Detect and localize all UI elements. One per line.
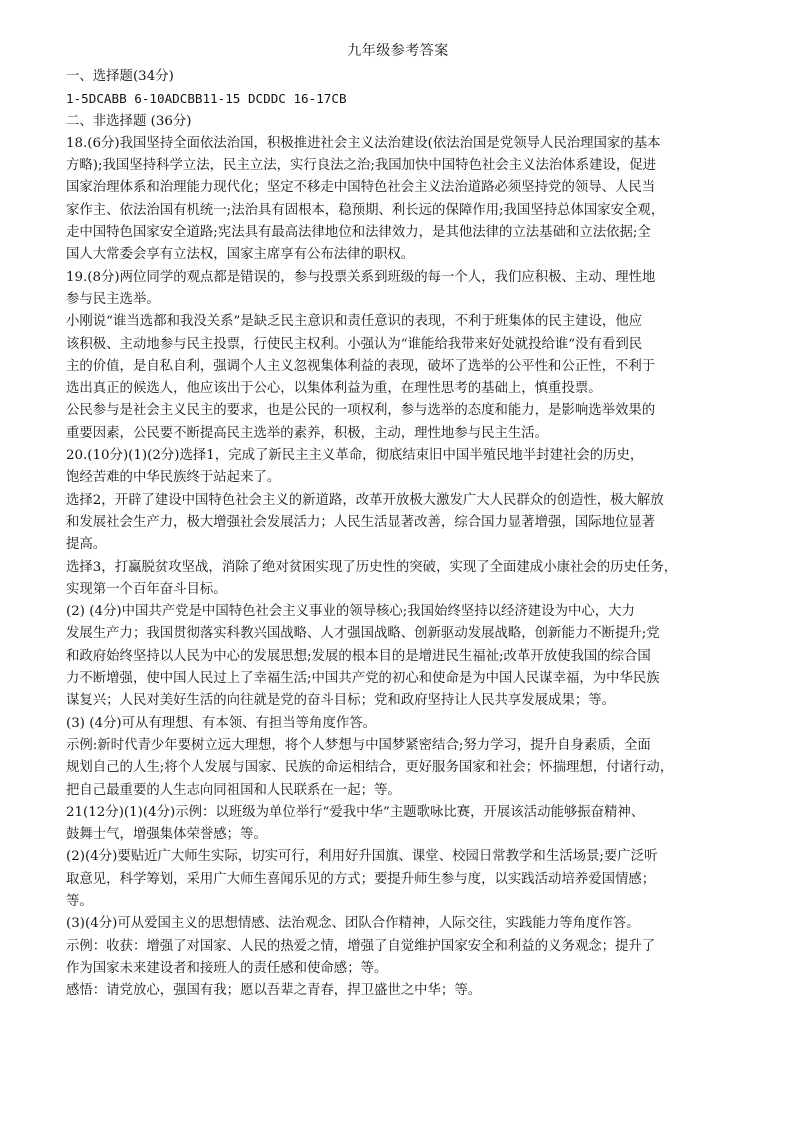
answer-line: 小刚说“谁当选都和我没关系”是缺乏民主意识和责任意识的表现，不利于班集体的民主建设，他应 [66, 314, 643, 330]
answer-line: 主的价值，是自私自利，强调个人主义忽视集体利益的表现，破坏了选举的公平性和公正性，不利于 [66, 358, 656, 374]
answer-line: 重要因素，公民要不断提高民主选举的素养，积极，主动，理性地参与民主生活。 [66, 425, 549, 441]
answer-line: 饱经苦难的中华民族终于站起来了。 [66, 470, 281, 486]
answer-line: 感悟：请党放心，强国有我；愿以吾辈之青春，捍卫盛世之中华；等。 [66, 983, 482, 999]
answer-line: 取意见，科学筹划，采用广大师生喜闻乐见的方式；要提升师生参与度，以实践活动培养爱国情感； [66, 871, 656, 887]
answer-line: (3)(4分)可从爱国主义的思想情感、法治观念、团队合作精神，人际交往，实践能力等角度作答。 [66, 916, 640, 932]
answer-body [66, 66, 730, 1002]
answer-line: (2)(4分)要贴近广大师生实际，切实可行，利用好升国旗、课堂、校园日常教学和生活场景;要广泛听 [66, 849, 658, 865]
answer-line: 国家治理体系和治理能力现代化；坚定不移走中国特色社会主义法治道路必须坚持党的领导、人民当 [66, 180, 656, 196]
answer-line: 谋复兴；人民对美好生活的向往就是党的奋斗目标；党和政府坚持让人民共享发展成果；等。 [66, 693, 616, 709]
answer-line: (2) (4分)中国共产党是中国特色社会主义事业的领导核心;我国始终坚持以经济建设为中心，大力 [66, 604, 635, 620]
answer-line: 力不断增强，使中国人民过上了幸福生活;中国共产党的初心和使命是为中国人民谋幸福，为中华民族 [66, 671, 660, 687]
answer-line: 该积极、主动地参与民主投票，行使民主权利。小强认为“谁能给我带来好处就投给谁“没有看到民 [66, 336, 643, 352]
answer-line: 示例：收获：增强了对国家、人民的热爱之情，增强了自觉维护国家安全和利益的义务观念；提升了 [66, 938, 656, 954]
answer-line: 家作主、依法治国有机统一;法治具有固根本，稳预期、利长远的保障作用;我国坚持总体国家安全观， [66, 202, 665, 218]
answer-line: 走中国特色国家安全道路;宪法具有最高法律地位和法律效力，是其他法律的立法基础和立法依据;全 [66, 225, 651, 241]
answer-line: 选择3，打赢脱贫攻坚战，消除了绝对贫困实现了历史性的突破，实现了全面建成小康社会的历史任务， [66, 559, 678, 575]
answer-line: 18.(6分)我国坚持全面依法治国，积极推进社会主义法治建设(依法治国是党领导人民治理国家的基本 [66, 135, 661, 151]
answer-line: (3) (4分)可从有理想、有本领、有担当等角度作答。 [66, 715, 377, 731]
page-title: 九年级参考答案 [347, 43, 449, 59]
answer-line: 选择2，开辟了建设中国特色社会主义的新道路，改革开放极大激发广大人民群众的创造性，极大解放 [66, 492, 664, 508]
answer-line: 作为国家未来建设者和接班人的责任感和使命感；等。 [66, 960, 388, 976]
answer-line: 19.(8分)两位同学的观点都是错误的，参与投票关系到班级的每一个人，我们应积极、主动、理性地 [66, 269, 656, 285]
answer-line: 鼓舞士气，增强集体荣誉感；等。 [66, 827, 267, 843]
answer-line: 选出真正的候选人，他应该出于公心，以集体利益为重，在理性思考的基础上，慎重投票。 [66, 381, 602, 397]
answer-line: 参与民主选举。 [66, 291, 160, 307]
answer-line: 发展生产力；我国贯彻落实科教兴国战略、人才强国战略、创新驱动发展战略，创新能力不断提升;党 [66, 626, 660, 642]
answer-line: 国人大常委会享有立法权，国家主席享有公布法律的职权。 [66, 247, 415, 263]
choice-answers: 1-5DCABB 6-10ADCBB11-15 DCDDC 16-17CB [66, 91, 347, 107]
answer-line: 和发展社会生产力，极大增强社会发展活力；人民生活显著改善，综合国力显著增强，国际地位显著 [66, 514, 656, 530]
section-heading-nonchoice: 二、非选择题 (36分) [66, 113, 192, 129]
answer-line: 实现第一个百年奋斗目标。 [66, 581, 227, 597]
answer-line: 公民参与是社会主义民主的要求，也是公民的一项权利，参与选举的态度和能力，是影响选举效果的 [66, 403, 656, 419]
answer-line: 规划自己的人生;将个人发展与国家、民族的命运相结合，更好服务国家和社会；怀揣理想，付诸行动， [66, 760, 674, 776]
answer-line: 把自己最重要的人生志向同祖国和人民联系在一起；等。 [66, 782, 401, 798]
answer-line: 和政府始终坚持以人民为中心的发展思想;发展的根本目的是增进民生福祉;改革开放使我国的综合国 [66, 648, 651, 664]
answer-sheet [66, 40, 730, 1002]
answer-line: 等。 [66, 893, 93, 909]
answer-line: 方略);我国坚持科学立法，民主立法，实行良法之治;我国加快中国特色社会主义法治体系建设，促进 [66, 158, 657, 174]
answer-line: 示例:新时代青少年要树立远大理想，将个人梦想与中国梦紧密结合;努力学习，提升自身素质，全面 [66, 737, 651, 753]
answer-line: 提高。 [66, 537, 107, 553]
section-heading-choice: 一、选择题(34分) [66, 69, 174, 84]
answer-line: 20.(10分)(1)(2分)选择1，完成了新民主主义革命，彻底结束旧中国半殖民地半封建社会的历史， [66, 448, 644, 464]
answer-line: 21(12分)(1)(4分)示例：以班级为单位举行“爱我中华”主题歌咏比赛，开展该活动能够振奋精神、 [66, 804, 645, 820]
